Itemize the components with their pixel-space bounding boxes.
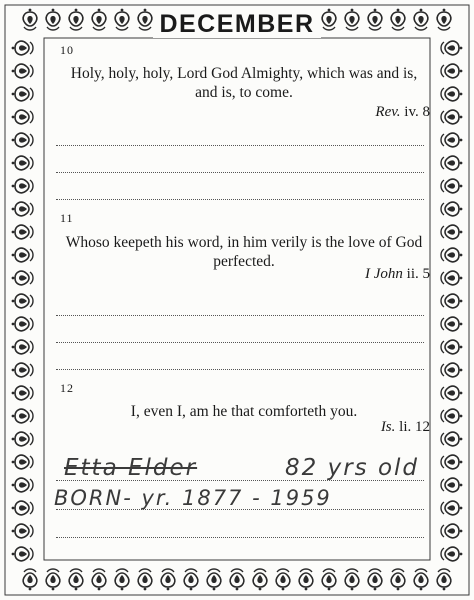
border-ornament [12,455,33,469]
border-ornament [441,225,462,239]
verse-text: Holy, holy, holy, Lord God Almighty, which was and is, and is, to come. [70,65,418,101]
border-ornament [12,41,33,55]
border-ornament [12,524,33,538]
border-ornament [12,225,33,239]
note-line [56,315,424,316]
border-ornament [441,87,462,101]
border-ornament [92,569,106,590]
border-ornament [12,363,33,377]
verse-text: Whoso keepeth his word, in him verily is the love of God perfected. [65,234,423,270]
month-title: DECEMBER [0,10,474,39]
border-ornament [441,524,462,538]
ref-book: Rev. [375,104,401,120]
ref-verse: ii. 5 [406,266,430,282]
border-ornament [441,455,462,469]
verse-text: I, even I, am he that comforteth you. [130,403,358,420]
border-ornament [441,409,462,423]
note-line [56,369,424,370]
border-ornament [12,294,33,308]
border-ornament [12,110,33,124]
border-ornament [441,501,462,515]
note-line [56,537,424,538]
ref-verse: li. 12 [399,419,430,435]
border-ornament [276,569,290,590]
border-ornament [441,294,462,308]
border-ornament [12,64,33,78]
handwritten-age: 82 yrs old [285,455,420,481]
border-ornament [441,478,462,492]
verse-reference [365,266,430,283]
verse-reference [381,419,430,436]
border-ornament [115,569,129,590]
border-ornament [441,64,462,78]
border-ornament [12,340,33,354]
border-ornament [12,271,33,285]
note-line [56,342,424,343]
border-ornament [23,569,37,590]
border-ornament [441,432,462,446]
border-ornament [12,87,33,101]
note-line [56,199,424,200]
ref-book: Is. [380,419,396,435]
border-ornament [441,156,462,170]
border-ornament [12,248,33,262]
handwritten-name: Etta Elder [64,455,198,481]
ref-book: I John [365,266,403,282]
border-ornament [441,110,462,124]
border-ornament [46,569,60,590]
border-ornament [12,547,33,561]
border-ornament [12,432,33,446]
day-number: 10 [60,43,74,57]
border-ornament [441,363,462,377]
border-ornament [184,569,198,590]
border-ornament [12,133,33,147]
border-ornament [12,156,33,170]
border-ornament [299,569,313,590]
border-ornament [441,202,462,216]
border-ornament [391,569,405,590]
handwritten-dates: BORN- yr. 1877 - 1959 [54,486,332,510]
border-ornament [253,569,267,590]
border-ornament [161,569,175,590]
border-ornament [12,179,33,193]
ref-verse: iv. 8 [404,104,430,120]
verse-reference [375,104,430,121]
border-ornament [12,317,33,331]
border-ornament [345,569,359,590]
border-ornament [441,133,462,147]
border-ornament [12,202,33,216]
border-ornament [230,569,244,590]
border-ornament [322,569,336,590]
border-ornament [441,547,462,561]
border-ornament [12,478,33,492]
border-ornament [441,317,462,331]
day-number: 11 [60,211,74,225]
border-ornament [12,409,33,423]
note-line [56,145,424,146]
border-ornament [12,386,33,400]
day-number: 12 [60,381,74,395]
border-ornament [207,569,221,590]
border-ornament [414,569,428,590]
border-ornament [437,569,451,590]
border-ornament [441,340,462,354]
note-line [56,172,424,173]
border-ornament [69,569,83,590]
border-ornament [441,179,462,193]
border-ornament [12,501,33,515]
border-ornament [138,569,152,590]
border-ornament [441,386,462,400]
border-ornament [368,569,382,590]
border-ornament [441,248,462,262]
border-ornament [441,271,462,285]
border-ornament [441,41,462,55]
